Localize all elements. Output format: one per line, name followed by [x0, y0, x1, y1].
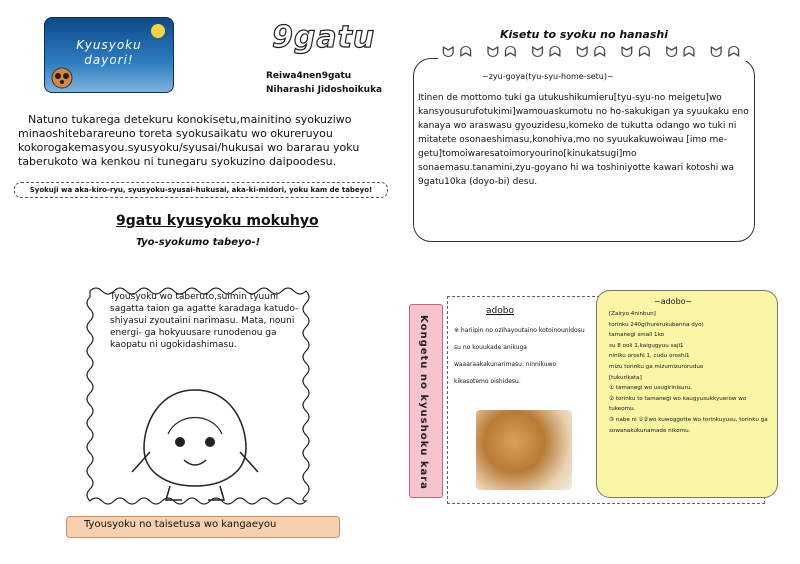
recipe-note: ※ hariipin no ozihayoutaino kotoinounidosu su no kouukade anikuga waaaraakakunarimasu. ninnikuwo kikasotemo oishidesu. — [454, 327, 585, 385]
season-food-subtitle: ~zyu-goya(tyu-syu-home-setu)~ — [482, 72, 614, 81]
recipe-ingredients: [Zairyo 4ninbun] torinku 240g(hurerukubanna dyo) tamanegi small 1ko su 8 ooli 1,kaigugyuu saji1 niniku oroshi 1, cudu oroshi1 mizu torinku ga mizumizuroruduo [tukurikata] ① tamanegi wo usugirinisuru. ② torinku to tamanegi wo kaugyusukkyuerow wo tukeomu. ③ nabe ni ①②wo kuwoggotte wo torinkuyusu, torinku ga sowanakukunamade nikomu. — [609, 311, 768, 434]
moon-icon — [151, 24, 165, 38]
recipe-side-label: Kongetu no kyushoku kara — [418, 315, 429, 490]
kyusyoku-dayori-logo — [44, 17, 174, 93]
adobo-photo — [476, 410, 572, 490]
organization-label: Niharashi Jidoshoikuka — [266, 85, 383, 95]
rice-ball-character-illustration — [130, 382, 260, 502]
intro-paragraph: Natuno tukarega detekuru konokisetu,mainitino syokuziwo minaoshitebarareuno toreta syokusaikatu wo okureruyou kokorogakemasyou.syusyoku/syusai/hukusai wo bararau yoku taberukoto wa kenkou ni tunegaru syokuzino daipoodesu. — [18, 113, 360, 168]
breakfast-banner-text: Tyousyoku no taisetusa wo kangaeyou — [84, 519, 277, 530]
note-banner: Syokuji wa aka-kiro-ryu, syusyoku-syusai-hukusai, aka-ki-midori, yoku kam de tabeyo! — [14, 182, 388, 198]
rabbit-faces-decoration: ᗢᗣ ᗢᗣ ᗢᗣ ᗢᗣ ᗢᗣ ᗢᗣ ᗢᗣ — [438, 43, 749, 61]
recipe-box-title: ~adobo~ — [654, 297, 693, 306]
page-title: 9gatu — [272, 20, 376, 55]
recipe-heading: adobo — [486, 306, 514, 316]
logo-text: Kyusyoku dayori! — [76, 38, 142, 67]
breakfast-text: Tyousyoku wo taberuto,suimin tyuuni sagatta taion ga agatte karadaga katudo-shiyasui zyoutaini narimasu. Mata, nouni energi- ga hokyuusare runodenou ga kaopatu ni ugokidashimasu. — [110, 292, 299, 350]
season-food-body: Itinen de mottomo tuki ga utukushikumieru[tyu-syu-no meigetu]wo kansyousurufotukimi]wamouaskumotu no ho-sakukigan ya syuukaku eno kanaya wo araswasu gyouzidesu,komeko de tukutta odango wo tuki ni mitatete osonaeshimasu,konohiva,mo no syuukakuwoiwau [imo me-getu]tomoiwaresatoimoryourino[kinukatsugi]mo sonaemasu.tanamini,zyu-goyano hi wa toshiniyotte kawari kotoshi wa 9gatu10ka (doyo-bi) desu. — [418, 93, 749, 187]
season-food-title: Kisetu to syoku no hanashi — [500, 28, 668, 41]
date-label: Reiwa4nen9gatu — [266, 71, 352, 81]
monthly-goal-sub: Tyo-syokumo tabeyo-! — [136, 237, 261, 248]
monthly-goal-heading: 9gatu kyusyoku mokuhyo — [116, 213, 319, 229]
raccoon-icon — [49, 64, 75, 90]
